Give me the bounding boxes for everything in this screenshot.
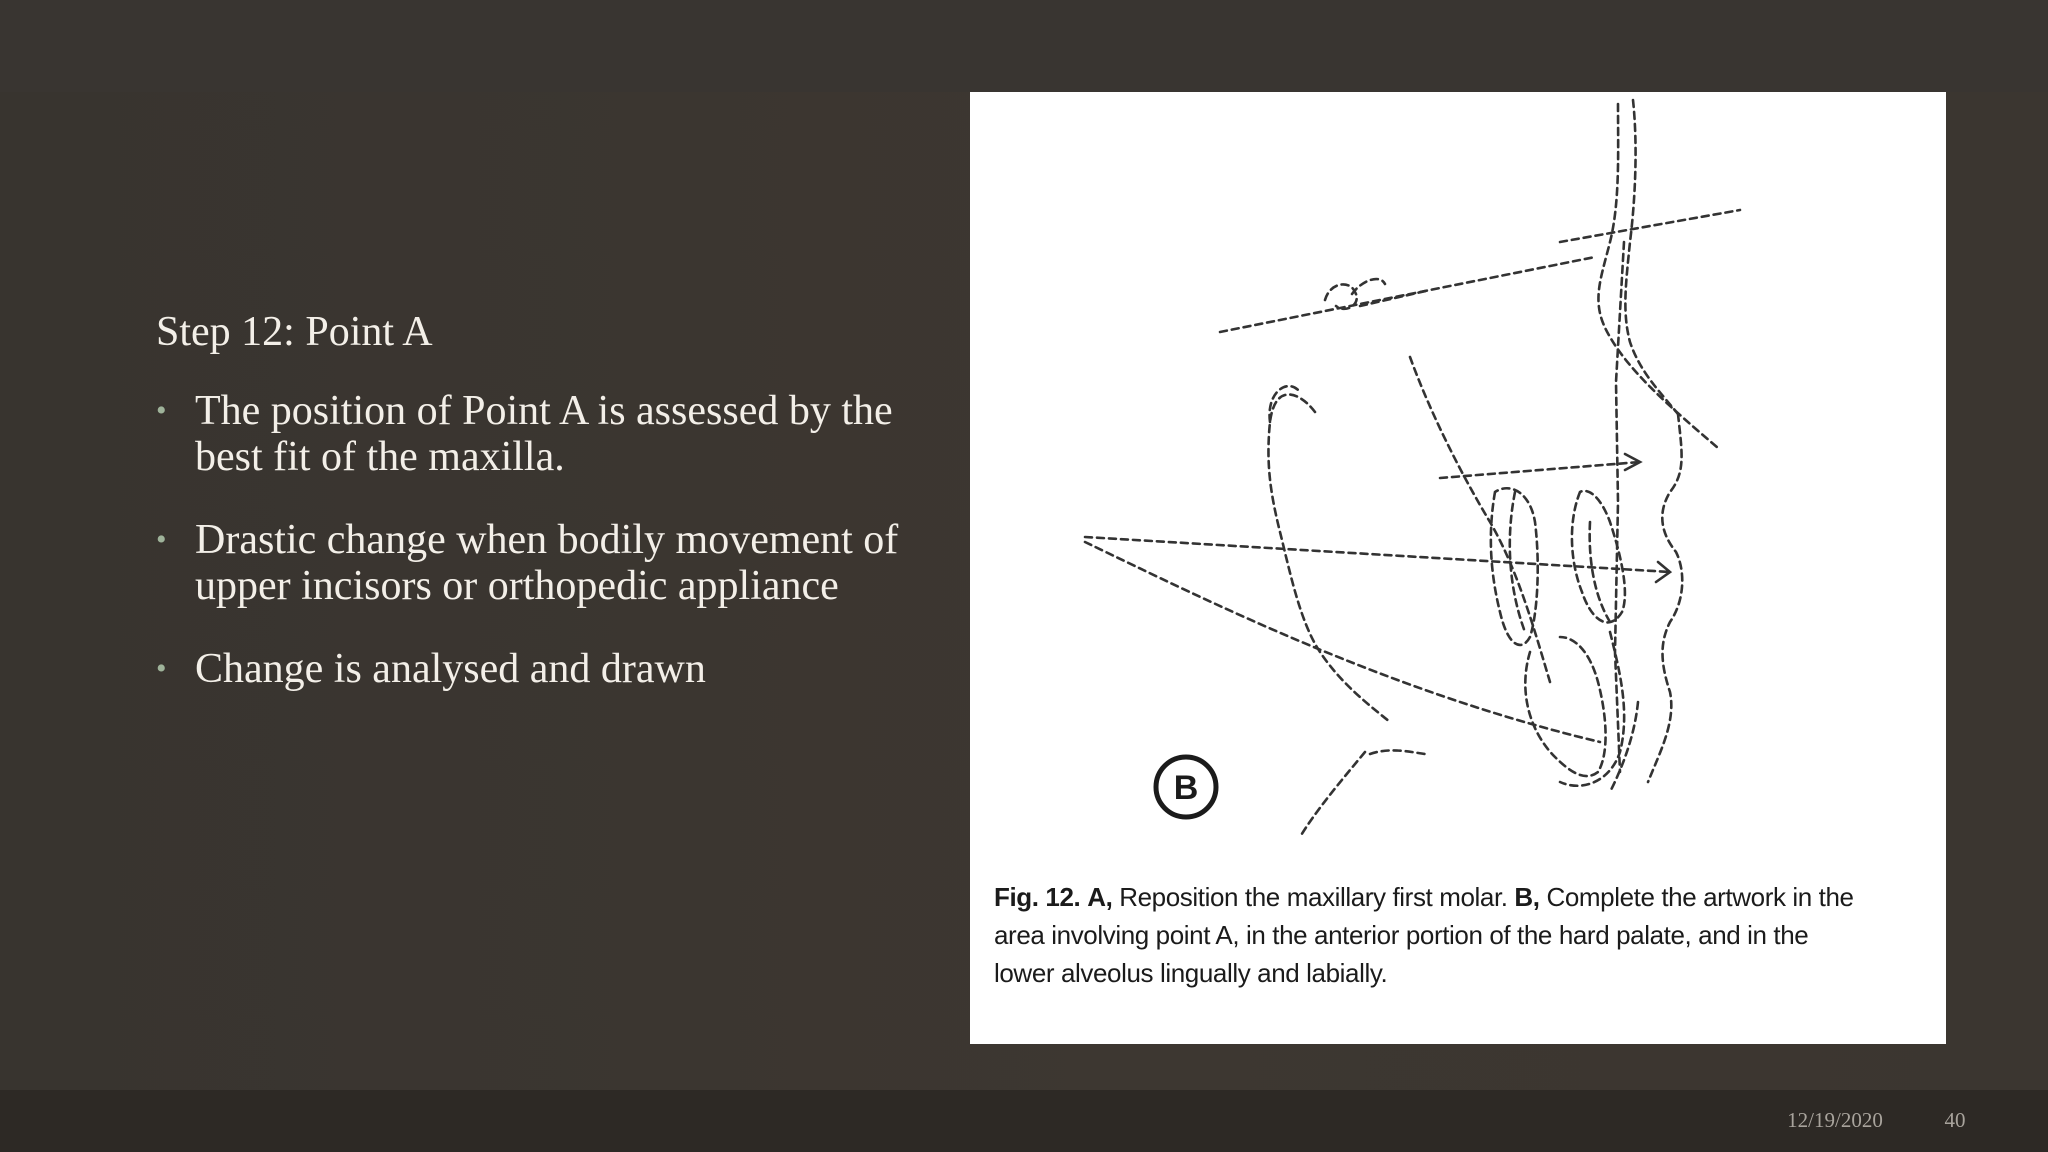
cephalometric-figure bbox=[970, 92, 1946, 1044]
reference-line bbox=[1360, 290, 1430, 306]
incisor-outline bbox=[1590, 522, 1610, 622]
reference-line bbox=[1560, 210, 1740, 242]
caption-a-label: A, bbox=[1087, 882, 1113, 912]
neck-line bbox=[1300, 752, 1365, 837]
slide-number: 40 bbox=[1944, 1108, 1966, 1132]
bullet-item bbox=[156, 517, 966, 609]
ramus-outline bbox=[1268, 395, 1390, 723]
top-band bbox=[0, 0, 2048, 92]
footer-bar bbox=[0, 1090, 2048, 1152]
palatal-plane bbox=[1440, 462, 1640, 478]
incisor-axis-line bbox=[1410, 357, 1550, 682]
caption-a-text: Reposition the maxillary first molar. bbox=[1119, 882, 1508, 912]
bullet-list bbox=[156, 388, 966, 692]
occlusal-plane bbox=[1085, 537, 1670, 572]
bullet-item bbox=[156, 646, 966, 692]
slide-heading: Step 12: Point A bbox=[156, 309, 433, 355]
bullet-text: The position of Point A is assessed by the best fit of the maxilla. bbox=[195, 388, 893, 480]
figure-caption bbox=[994, 878, 1874, 992]
bullet-text: Change is analysed and drawn bbox=[195, 646, 706, 692]
slide-content bbox=[156, 306, 966, 729]
neck-line bbox=[1370, 750, 1425, 754]
bullet-icon: • bbox=[156, 394, 167, 427]
panel-label: B bbox=[1173, 769, 1199, 807]
bullet-item bbox=[156, 388, 966, 480]
nasal-profile bbox=[1648, 414, 1682, 782]
forehead-profile bbox=[1598, 104, 1718, 448]
caption-b-text: Complete the artwork in the area involving point A, in the anterior portion of the hard palate, and in the lower alveolus lingually and labially. bbox=[994, 882, 1854, 988]
lower-incisor-outline bbox=[1560, 632, 1624, 786]
bullet-icon: • bbox=[156, 652, 167, 685]
mandibular-plane bbox=[1085, 542, 1600, 742]
caption-b-label: B, bbox=[1514, 882, 1540, 912]
symphysis-outline bbox=[1525, 637, 1605, 776]
bullet-text: Drastic change when bodily movement of upper incisors or orthopedic appliance bbox=[195, 517, 899, 609]
bullet-icon: • bbox=[156, 523, 167, 556]
footer-date: 12/19/2020 bbox=[1787, 1108, 1883, 1132]
forehead-profile bbox=[1625, 100, 1678, 414]
sella-outline bbox=[1352, 279, 1385, 294]
caption-fig-label: Fig. 12. bbox=[994, 882, 1081, 912]
